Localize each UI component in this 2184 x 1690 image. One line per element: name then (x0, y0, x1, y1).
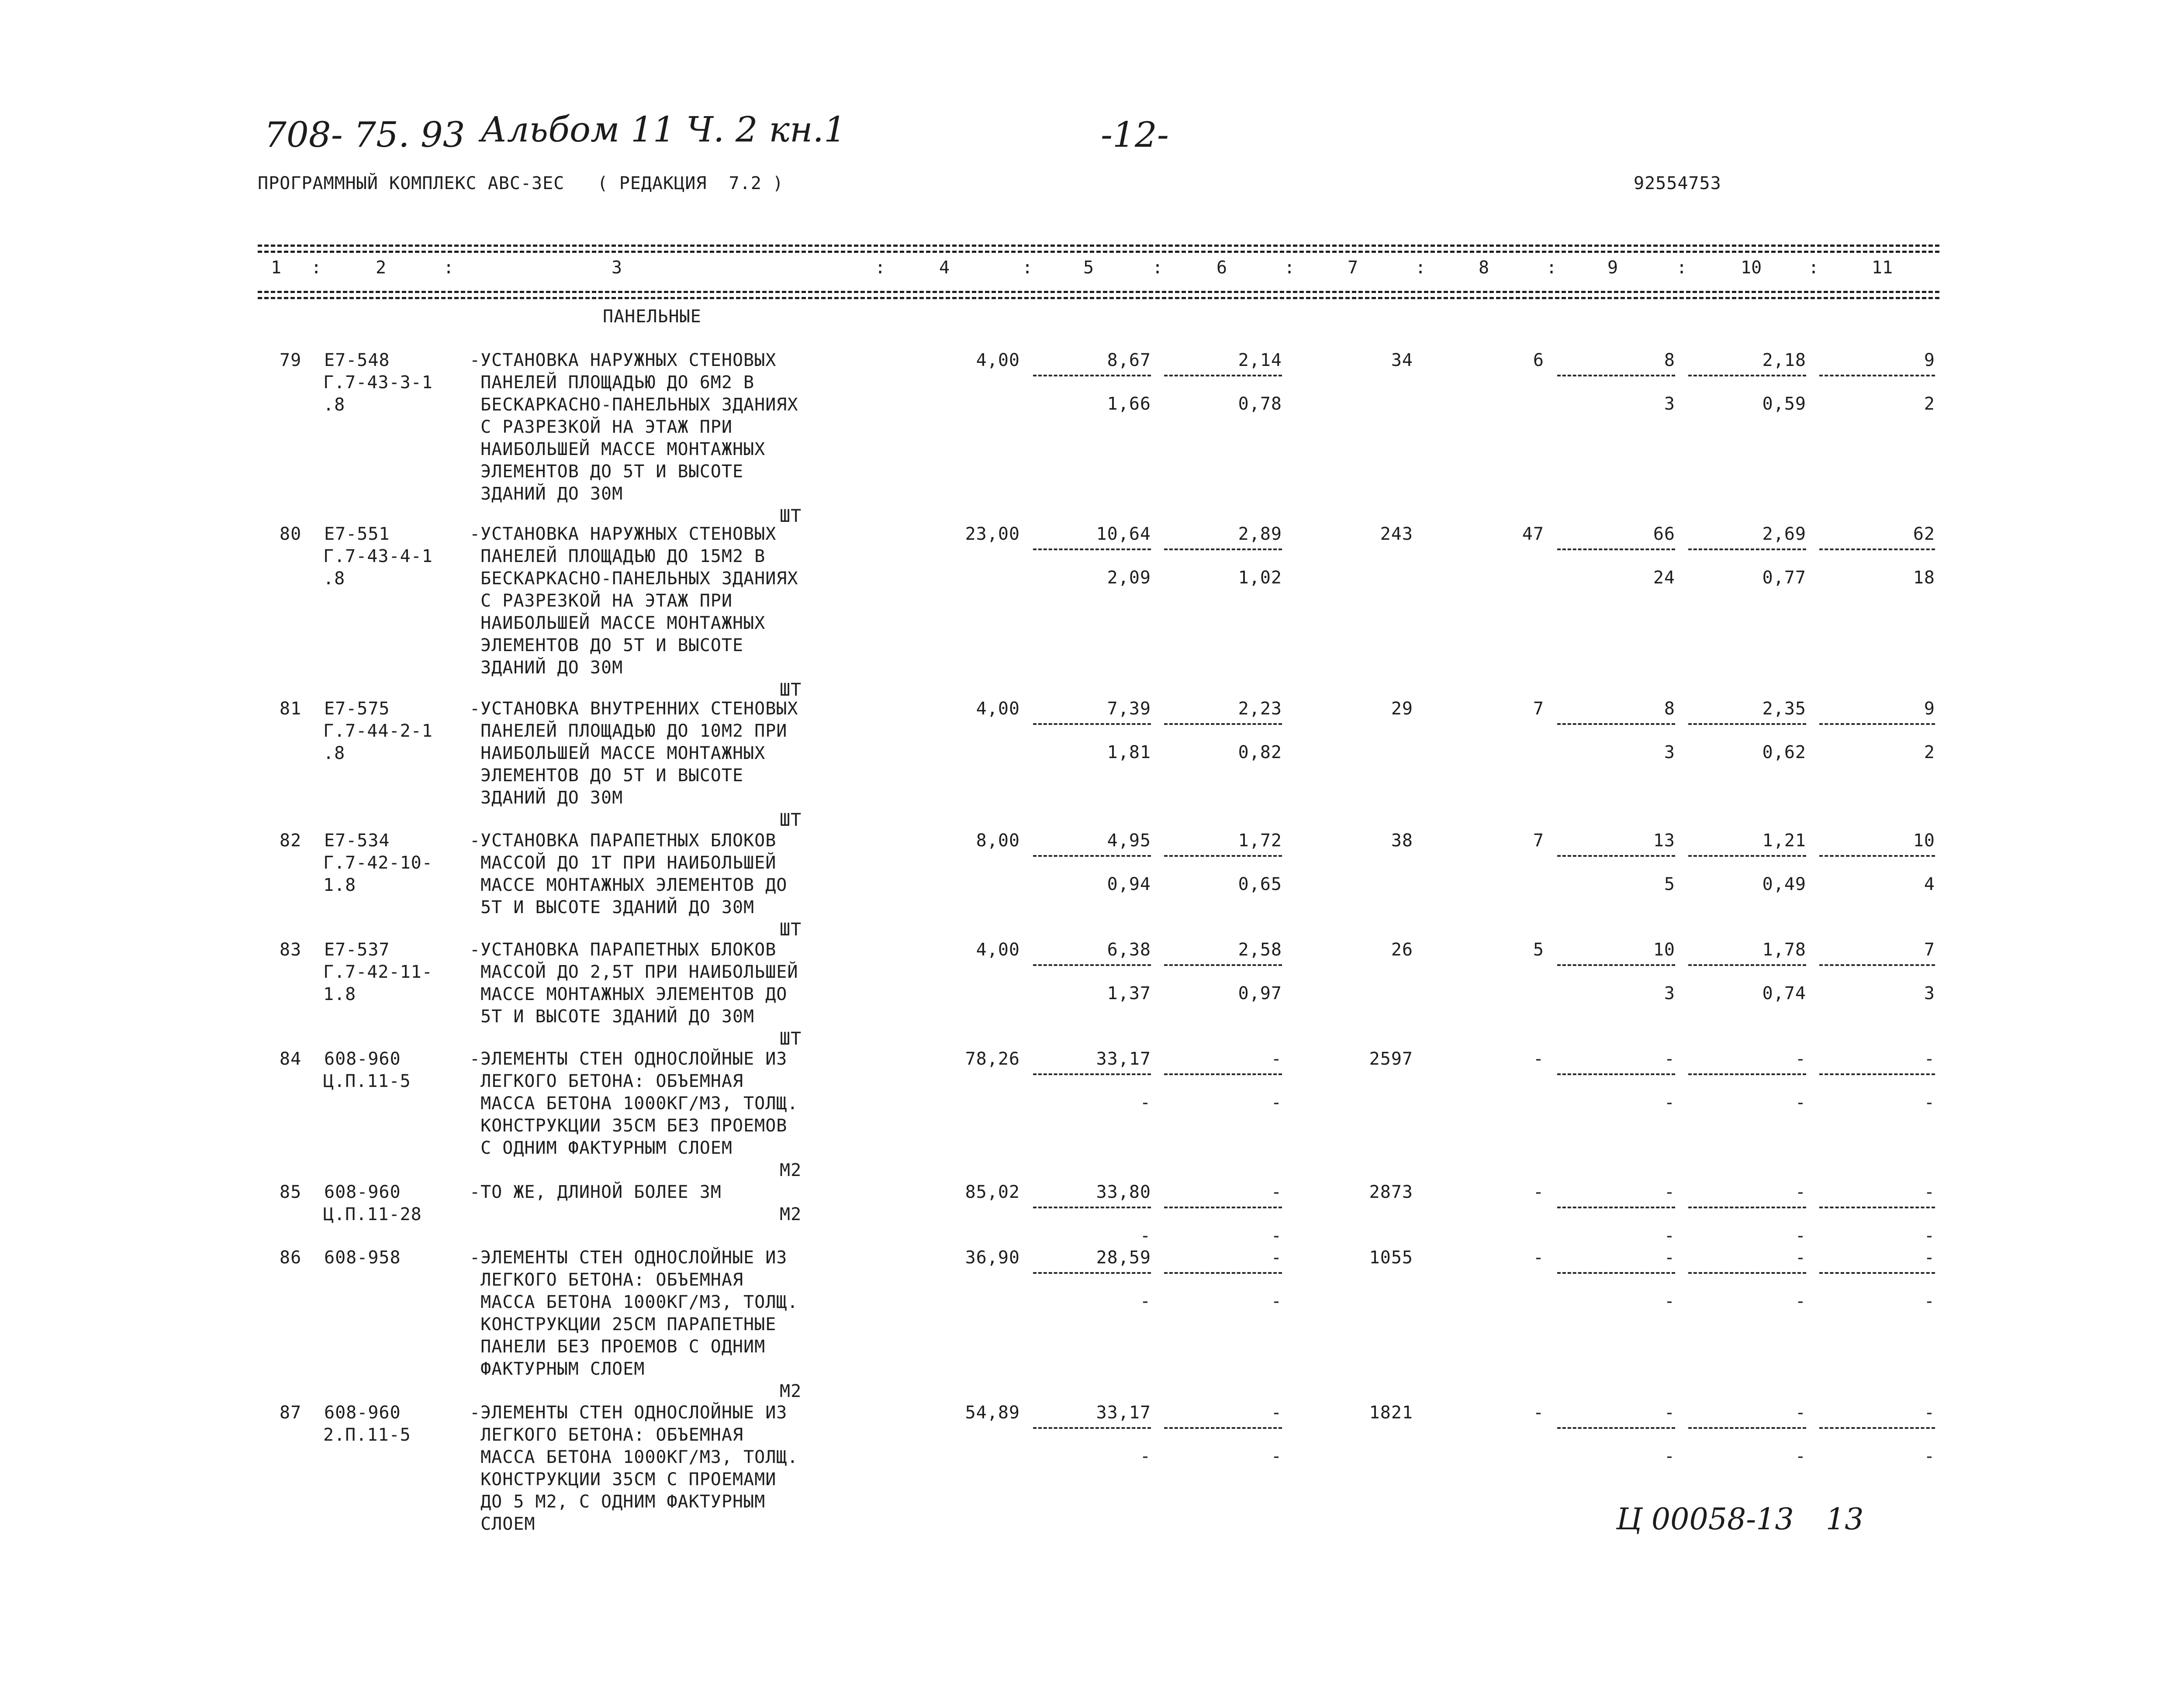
value-c7: 34 (1391, 350, 1413, 370)
value-c6: - (1271, 1248, 1282, 1268)
row-description-line: -УСТАНОВКА ПАРАПЕТНЫХ БЛОКОВ (470, 831, 777, 851)
value-c10b: - (1795, 1291, 1806, 1311)
value-c10b: - (1795, 1093, 1806, 1113)
col-header-11: 11 (1872, 258, 1893, 278)
value-c11: - (1924, 1182, 1935, 1202)
value-c9b: 3 (1664, 394, 1675, 414)
row-description-line: МАССОЙ ДО 2,5Т ПРИ НАИБОЛЬШЕЙ (470, 962, 798, 982)
value-c10: 1,21 (1762, 831, 1806, 851)
value-divider (1164, 1427, 1282, 1429)
handwritten-album: Альбом 11 Ч. 2 кн.1 (480, 109, 846, 150)
value-c10b: - (1795, 1226, 1806, 1246)
row-code-line: Е7-548 (324, 350, 390, 370)
row-number: 87 (280, 1403, 302, 1423)
row-unit: М2 (780, 1204, 802, 1224)
row-description-line: ЭЛЕМЕНТОВ ДО 5Т И ВЫСОТЕ (470, 766, 744, 786)
row-description-line: С РАЗРЕЗКОЙ НА ЭТАЖ ПРИ (470, 591, 733, 611)
row-description-line: МАССЕ МОНТАЖНЫХ ЭЛЕМЕНТОВ ДО (470, 984, 788, 1004)
col-separator: : (1546, 258, 1557, 278)
value-c9: 8 (1664, 699, 1675, 719)
row-code-line: Е7-534 (324, 831, 390, 851)
value-c8: - (1533, 1182, 1544, 1202)
value-c9b: 3 (1664, 983, 1675, 1004)
value-c6b: 0,65 (1238, 874, 1282, 894)
value-c6b: - (1271, 1446, 1282, 1466)
value-divider (1557, 723, 1675, 725)
value-c5: 7,39 (1107, 699, 1151, 719)
value-divider (1819, 1427, 1935, 1429)
row-unit: ШТ (780, 810, 802, 830)
value-divider (1688, 1427, 1806, 1429)
value-divider (1819, 723, 1935, 725)
col-separator: : (1152, 258, 1163, 278)
row-description-line: КОНСТРУКЦИИ 35СМ БЕЗ ПРОЕМОВ (470, 1116, 788, 1136)
value-c4: 4,00 (976, 940, 1020, 960)
col-header-8: 8 (1479, 258, 1489, 278)
row-description-line: ЗДАНИЙ ДО 30М (470, 788, 623, 808)
row-unit: ШТ (780, 680, 802, 700)
value-c6: - (1271, 1403, 1282, 1423)
value-c4: 4,00 (976, 699, 1020, 719)
value-c11b: - (1924, 1446, 1935, 1466)
value-c5: 28,59 (1096, 1248, 1151, 1268)
value-divider (1164, 1207, 1282, 1208)
value-c5: 4,95 (1107, 831, 1151, 851)
value-c4: 4,00 (976, 350, 1020, 370)
value-divider (1164, 855, 1282, 857)
value-c9: - (1664, 1049, 1675, 1069)
value-c5: 33,80 (1096, 1182, 1151, 1202)
row-code-line: 608-960 (324, 1049, 401, 1069)
value-divider (1819, 1207, 1935, 1208)
value-c9: - (1664, 1248, 1675, 1268)
value-c4: 23,00 (965, 524, 1020, 544)
value-divider (1688, 548, 1806, 550)
value-divider (1164, 723, 1282, 725)
handwritten-page-number: -12- (1101, 114, 1169, 155)
row-code-line: Г.7-44-2-1 (323, 721, 433, 741)
value-c6: 2,89 (1238, 524, 1282, 544)
program-title: ПРОГРАММНЫЙ КОМПЛЕКС АВС-3ЕС ( РЕДАКЦИЯ 7.2 ) (258, 173, 784, 193)
value-divider (1819, 548, 1935, 550)
row-description-line: ЛЕГКОГО БЕТОНА: ОБЪЕМНАЯ (470, 1071, 744, 1091)
col-separator: : (1676, 258, 1687, 278)
value-divider (1033, 1272, 1151, 1274)
value-c8: 7 (1533, 831, 1544, 851)
row-description-line: ЛЕГКОГО БЕТОНА: ОБЪЕМНАЯ (470, 1425, 744, 1445)
value-divider (1033, 548, 1151, 550)
value-divider (1557, 1073, 1675, 1075)
row-number: 82 (280, 831, 302, 851)
value-c11: - (1924, 1403, 1935, 1423)
row-code-line: 1.8 (323, 875, 356, 895)
handwritten-footer-number: 13 (1826, 1502, 1864, 1537)
col-header-3: 3 (612, 258, 622, 278)
value-c11b: 3 (1924, 983, 1935, 1004)
row-code-line: Е7-575 (324, 699, 390, 719)
value-c5: 33,17 (1096, 1049, 1151, 1069)
row-code-line: Ц.П.11-5 (323, 1071, 411, 1091)
handwritten-footer-code: Ц 00058-13 (1616, 1502, 1794, 1537)
value-c5b: 1,66 (1107, 394, 1151, 414)
value-c4: 54,89 (965, 1403, 1020, 1423)
value-c11: 9 (1924, 350, 1935, 370)
row-code-line: Г.7-43-3-1 (323, 372, 433, 393)
row-description-line: ЭЛЕМЕНТОВ ДО 5Т И ВЫСОТЕ (470, 462, 744, 482)
row-number: 86 (280, 1248, 302, 1268)
value-divider (1688, 1073, 1806, 1075)
row-unit: ШТ (780, 506, 802, 526)
value-divider (1033, 1073, 1151, 1075)
value-c6: 2,58 (1238, 940, 1282, 960)
row-number: 85 (280, 1182, 302, 1202)
value-divider (1688, 723, 1806, 725)
value-c5b: 1,37 (1107, 983, 1151, 1004)
value-divider (1033, 723, 1151, 725)
value-c5b: - (1140, 1446, 1151, 1466)
col-header-4: 4 (939, 258, 950, 278)
value-c11: 10 (1913, 831, 1935, 851)
value-c10b: - (1795, 1446, 1806, 1466)
value-divider (1557, 855, 1675, 857)
value-c11: 9 (1924, 699, 1935, 719)
col-header-5: 5 (1083, 258, 1094, 278)
row-description-line: ФАКТУРНЫМ СЛОЕМ (470, 1359, 645, 1379)
value-c4: 85,02 (965, 1182, 1020, 1202)
value-divider (1819, 375, 1935, 376)
row-description-line: -ЭЛЕМЕНТЫ СТЕН ОДНОСЛОЙНЫЕ ИЗ (470, 1049, 788, 1069)
value-divider (1819, 855, 1935, 857)
row-unit: М2 (780, 1381, 802, 1401)
value-c6b: - (1271, 1291, 1282, 1311)
value-c10: 2,69 (1762, 524, 1806, 544)
row-unit: М2 (780, 1160, 802, 1180)
value-c6: 1,72 (1238, 831, 1282, 851)
row-code-line: Е7-551 (324, 524, 390, 544)
row-description-line: -ЭЛЕМЕНТЫ СТЕН ОДНОСЛОЙНЫЕ ИЗ (470, 1403, 788, 1423)
value-c5: 8,67 (1107, 350, 1151, 370)
row-description-line: ЗДАНИЙ ДО 30М (470, 658, 623, 678)
section-title: ПАНЕЛЬНЫЕ (603, 307, 702, 327)
header-rule-top-2 (258, 251, 1939, 253)
row-code-line: 608-958 (324, 1248, 401, 1268)
value-c6b: - (1271, 1226, 1282, 1246)
value-c4: 78,26 (965, 1049, 1020, 1069)
col-header-1: 1 (271, 258, 282, 278)
value-c9: 13 (1653, 831, 1675, 851)
value-c11b: - (1924, 1093, 1935, 1113)
value-c10: 1,78 (1762, 940, 1806, 960)
value-c9b: 24 (1653, 568, 1675, 588)
value-divider (1819, 1073, 1935, 1075)
row-number: 80 (280, 524, 302, 544)
value-c11b: - (1924, 1226, 1935, 1246)
value-c9: - (1664, 1182, 1675, 1202)
row-number: 79 (280, 350, 302, 370)
value-c9b: 3 (1664, 742, 1675, 762)
row-description-line: МАССЕ МОНТАЖНЫХ ЭЛЕМЕНТОВ ДО (470, 875, 788, 895)
col-header-7: 7 (1348, 258, 1358, 278)
row-description-line: ПАНЕЛЕЙ ПЛОЩАДЬЮ ДО 10М2 ПРИ (470, 721, 788, 741)
value-c6b: 0,97 (1238, 983, 1282, 1004)
value-divider (1819, 1272, 1935, 1274)
value-c9: 8 (1664, 350, 1675, 370)
row-description-line: 5Т И ВЫСОТЕ ЗДАНИЙ ДО 30М (470, 897, 755, 917)
row-description-line: СЛОЕМ (470, 1514, 536, 1534)
value-divider (1688, 964, 1806, 966)
value-c10: - (1795, 1049, 1806, 1069)
value-c10b: 0,77 (1762, 568, 1806, 588)
header-rule-bottom-2 (258, 297, 1939, 299)
value-c10b: 0,62 (1762, 742, 1806, 762)
value-divider (1033, 964, 1151, 966)
value-c8: 6 (1533, 350, 1544, 370)
value-c7: 29 (1391, 699, 1413, 719)
value-c5: 33,17 (1096, 1403, 1151, 1423)
col-separator: : (1284, 258, 1295, 278)
value-c9: - (1664, 1403, 1675, 1423)
value-divider (1033, 375, 1151, 376)
row-description-line: НАИБОЛЬШЕЙ МАССЕ МОНТАЖНЫХ (470, 439, 766, 459)
value-c9b: - (1664, 1093, 1675, 1113)
row-description-line: ДО 5 М2, С ОДНИМ ФАКТУРНЫМ (470, 1492, 766, 1512)
value-c10: 2,35 (1762, 699, 1806, 719)
row-description-line: С ОДНИМ ФАКТУРНЫМ СЛОЕМ (470, 1138, 733, 1158)
value-c9b: 5 (1664, 874, 1675, 894)
row-unit: ШТ (780, 1029, 802, 1049)
value-c10b: 0,74 (1762, 983, 1806, 1004)
value-c6: - (1271, 1049, 1282, 1069)
value-c11: - (1924, 1248, 1935, 1268)
value-c5b: - (1140, 1226, 1151, 1246)
col-separator: : (311, 258, 322, 278)
row-description-line: ЗДАНИЙ ДО 30М (470, 484, 623, 504)
row-code-line: Ц.П.11-28 (323, 1204, 422, 1224)
row-number: 81 (280, 699, 302, 719)
row-description-line: МАССА БЕТОНА 1000КГ/М3, ТОЛЩ. (470, 1292, 798, 1312)
row-description-line: МАССОЙ ДО 1Т ПРИ НАИБОЛЬШЕЙ (470, 853, 777, 873)
row-code-line: Е7-537 (324, 940, 390, 960)
value-c11b: 4 (1924, 874, 1935, 894)
value-c7: 2597 (1369, 1049, 1413, 1069)
row-description-line: -УСТАНОВКА ВНУТРЕННИХ СТЕНОВЫХ (470, 699, 798, 719)
row-description-line: БЕСКАРКАСНО-ПАНЕЛЬНЫХ ЗДАНИЯХ (470, 569, 798, 589)
value-c10b: 0,49 (1762, 874, 1806, 894)
col-separator: : (875, 258, 886, 278)
row-description-line: НАИБОЛЬШЕЙ МАССЕ МОНТАЖНЫХ (470, 613, 766, 633)
value-c5b: 1,81 (1107, 742, 1151, 762)
row-code-line: .8 (323, 743, 346, 763)
value-c6: - (1271, 1182, 1282, 1202)
row-description-line: -ЭЛЕМЕНТЫ СТЕН ОДНОСЛОЙНЫЕ ИЗ (470, 1248, 788, 1268)
row-description-line: ЛЕГКОГО БЕТОНА: ОБЪЕМНАЯ (470, 1270, 744, 1290)
value-divider (1557, 1272, 1675, 1274)
value-c7: 243 (1380, 524, 1413, 544)
value-divider (1164, 548, 1282, 550)
value-c11: 62 (1913, 524, 1935, 544)
row-description-line: БЕСКАРКАСНО-ПАНЕЛЬНЫХ ЗДАНИЯХ (470, 395, 798, 415)
row-description-line: ПАНЕЛЕЙ ПЛОЩАДЬЮ ДО 15М2 В (470, 546, 766, 566)
value-c6: 2,23 (1238, 699, 1282, 719)
value-c7: 38 (1391, 831, 1413, 851)
row-code-line: 2.П.11-5 (323, 1425, 411, 1445)
row-description-line: 5Т И ВЫСОТЕ ЗДАНИЙ ДО 30М (470, 1007, 755, 1027)
row-description-line: МАССА БЕТОНА 1000КГ/М3, ТОЛЩ. (470, 1447, 798, 1467)
value-c5b: 2,09 (1107, 568, 1151, 588)
row-code-line: 1.8 (323, 984, 356, 1004)
value-c5b: - (1140, 1291, 1151, 1311)
value-c7: 1055 (1369, 1248, 1413, 1268)
value-divider (1819, 964, 1935, 966)
header-rule-top (258, 245, 1939, 247)
value-c7: 1821 (1369, 1403, 1413, 1423)
row-number: 83 (280, 940, 302, 960)
value-divider (1688, 1207, 1806, 1208)
value-c6b: 0,78 (1238, 394, 1282, 414)
row-description-line: МАССА БЕТОНА 1000КГ/М3, ТОЛЩ. (470, 1093, 798, 1114)
value-c6b: 1,02 (1238, 568, 1282, 588)
value-c11: - (1924, 1049, 1935, 1069)
col-header-9: 9 (1607, 258, 1618, 278)
row-description-line: ЭЛЕМЕНТОВ ДО 5Т И ВЫСОТЕ (470, 635, 744, 655)
value-c9b: - (1664, 1226, 1675, 1246)
value-c10: - (1795, 1182, 1806, 1202)
value-c5: 10,64 (1096, 524, 1151, 544)
row-code-line: 608-960 (324, 1182, 401, 1202)
col-separator: : (443, 258, 454, 278)
value-c4: 36,90 (965, 1248, 1020, 1268)
value-c8: 47 (1522, 524, 1544, 544)
value-divider (1688, 855, 1806, 857)
value-divider (1557, 1207, 1675, 1208)
col-separator: : (1415, 258, 1426, 278)
value-c5b: - (1140, 1093, 1151, 1113)
value-divider (1557, 1427, 1675, 1429)
value-c6b: - (1271, 1093, 1282, 1113)
value-divider (1557, 964, 1675, 966)
value-c9: 66 (1653, 524, 1675, 544)
document-id: 92554753 (1634, 173, 1721, 193)
value-c6b: 0,82 (1238, 742, 1282, 762)
value-c5b: 0,94 (1107, 874, 1151, 894)
value-divider (1033, 1427, 1151, 1429)
value-c9: 10 (1653, 940, 1675, 960)
value-c7: 26 (1391, 940, 1413, 960)
row-description-line: НАИБОЛЬШЕЙ МАССЕ МОНТАЖНЫХ (470, 743, 766, 763)
row-description-line: КОНСТРУКЦИИ 25СМ ПАРАПЕТНЫЕ (470, 1314, 777, 1335)
row-code-line: Г.7-43-4-1 (323, 546, 433, 566)
row-description-line: С РАЗРЕЗКОЙ НА ЭТАЖ ПРИ (470, 417, 733, 437)
row-code-line: Г.7-42-10- (323, 853, 433, 873)
value-c8: - (1533, 1248, 1544, 1268)
value-c8: 5 (1533, 940, 1544, 960)
value-c11b: 2 (1924, 394, 1935, 414)
value-c9b: - (1664, 1291, 1675, 1311)
col-header-2: 2 (376, 258, 387, 278)
row-description-line: -УСТАНОВКА НАРУЖНЫХ СТЕНОВЫХ (470, 524, 777, 544)
value-divider (1033, 855, 1151, 857)
value-c10: - (1795, 1403, 1806, 1423)
value-divider (1688, 375, 1806, 376)
value-divider (1164, 1073, 1282, 1075)
row-description-line: ПАНЕЛИ БЕЗ ПРОЕМОВ С ОДНИМ (470, 1337, 766, 1357)
row-description-line: -УСТАНОВКА ПАРАПЕТНЫХ БЛОКОВ (470, 940, 777, 960)
value-c10b: 0,59 (1762, 394, 1806, 414)
row-code-line: .8 (323, 569, 346, 589)
row-code-line: Г.7-42-11- (323, 962, 433, 982)
value-c11b: - (1924, 1291, 1935, 1311)
col-separator: : (1022, 258, 1033, 278)
value-c11b: 18 (1913, 568, 1935, 588)
row-number: 84 (280, 1049, 302, 1069)
value-c8: - (1533, 1049, 1544, 1069)
col-separator: : (1808, 258, 1819, 278)
header-rule-bottom (258, 291, 1939, 293)
value-c7: 2873 (1369, 1182, 1413, 1202)
value-c8: 7 (1533, 699, 1544, 719)
value-divider (1688, 1272, 1806, 1274)
row-code-line: 608-960 (324, 1403, 401, 1423)
value-divider (1033, 1207, 1151, 1208)
value-c10: - (1795, 1248, 1806, 1268)
row-description-line: -ТО ЖЕ, ДЛИНОЙ БОЛЕЕ 3М (470, 1182, 722, 1202)
value-divider (1164, 1272, 1282, 1274)
value-c8: - (1533, 1403, 1544, 1423)
value-divider (1557, 375, 1675, 376)
row-description-line: -УСТАНОВКА НАРУЖНЫХ СТЕНОВЫХ (470, 350, 777, 370)
row-code-line: .8 (323, 395, 346, 415)
value-c10: 2,18 (1762, 350, 1806, 370)
handwritten-code: 708- 75. 93 (264, 114, 465, 155)
value-c5: 6,38 (1107, 940, 1151, 960)
col-header-10: 10 (1741, 258, 1762, 278)
value-divider (1164, 964, 1282, 966)
row-unit: ШТ (780, 920, 802, 940)
row-description-line: ПАНЕЛЕЙ ПЛОЩАДЬЮ ДО 6М2 В (470, 372, 755, 393)
value-c4: 8,00 (976, 831, 1020, 851)
value-c6: 2,14 (1238, 350, 1282, 370)
value-c11: 7 (1924, 940, 1935, 960)
value-divider (1557, 548, 1675, 550)
value-divider (1164, 375, 1282, 376)
value-c9b: - (1664, 1446, 1675, 1466)
value-c11b: 2 (1924, 742, 1935, 762)
row-description-line: КОНСТРУКЦИИ 35СМ С ПРОЕМАМИ (470, 1469, 777, 1490)
col-header-6: 6 (1216, 258, 1227, 278)
